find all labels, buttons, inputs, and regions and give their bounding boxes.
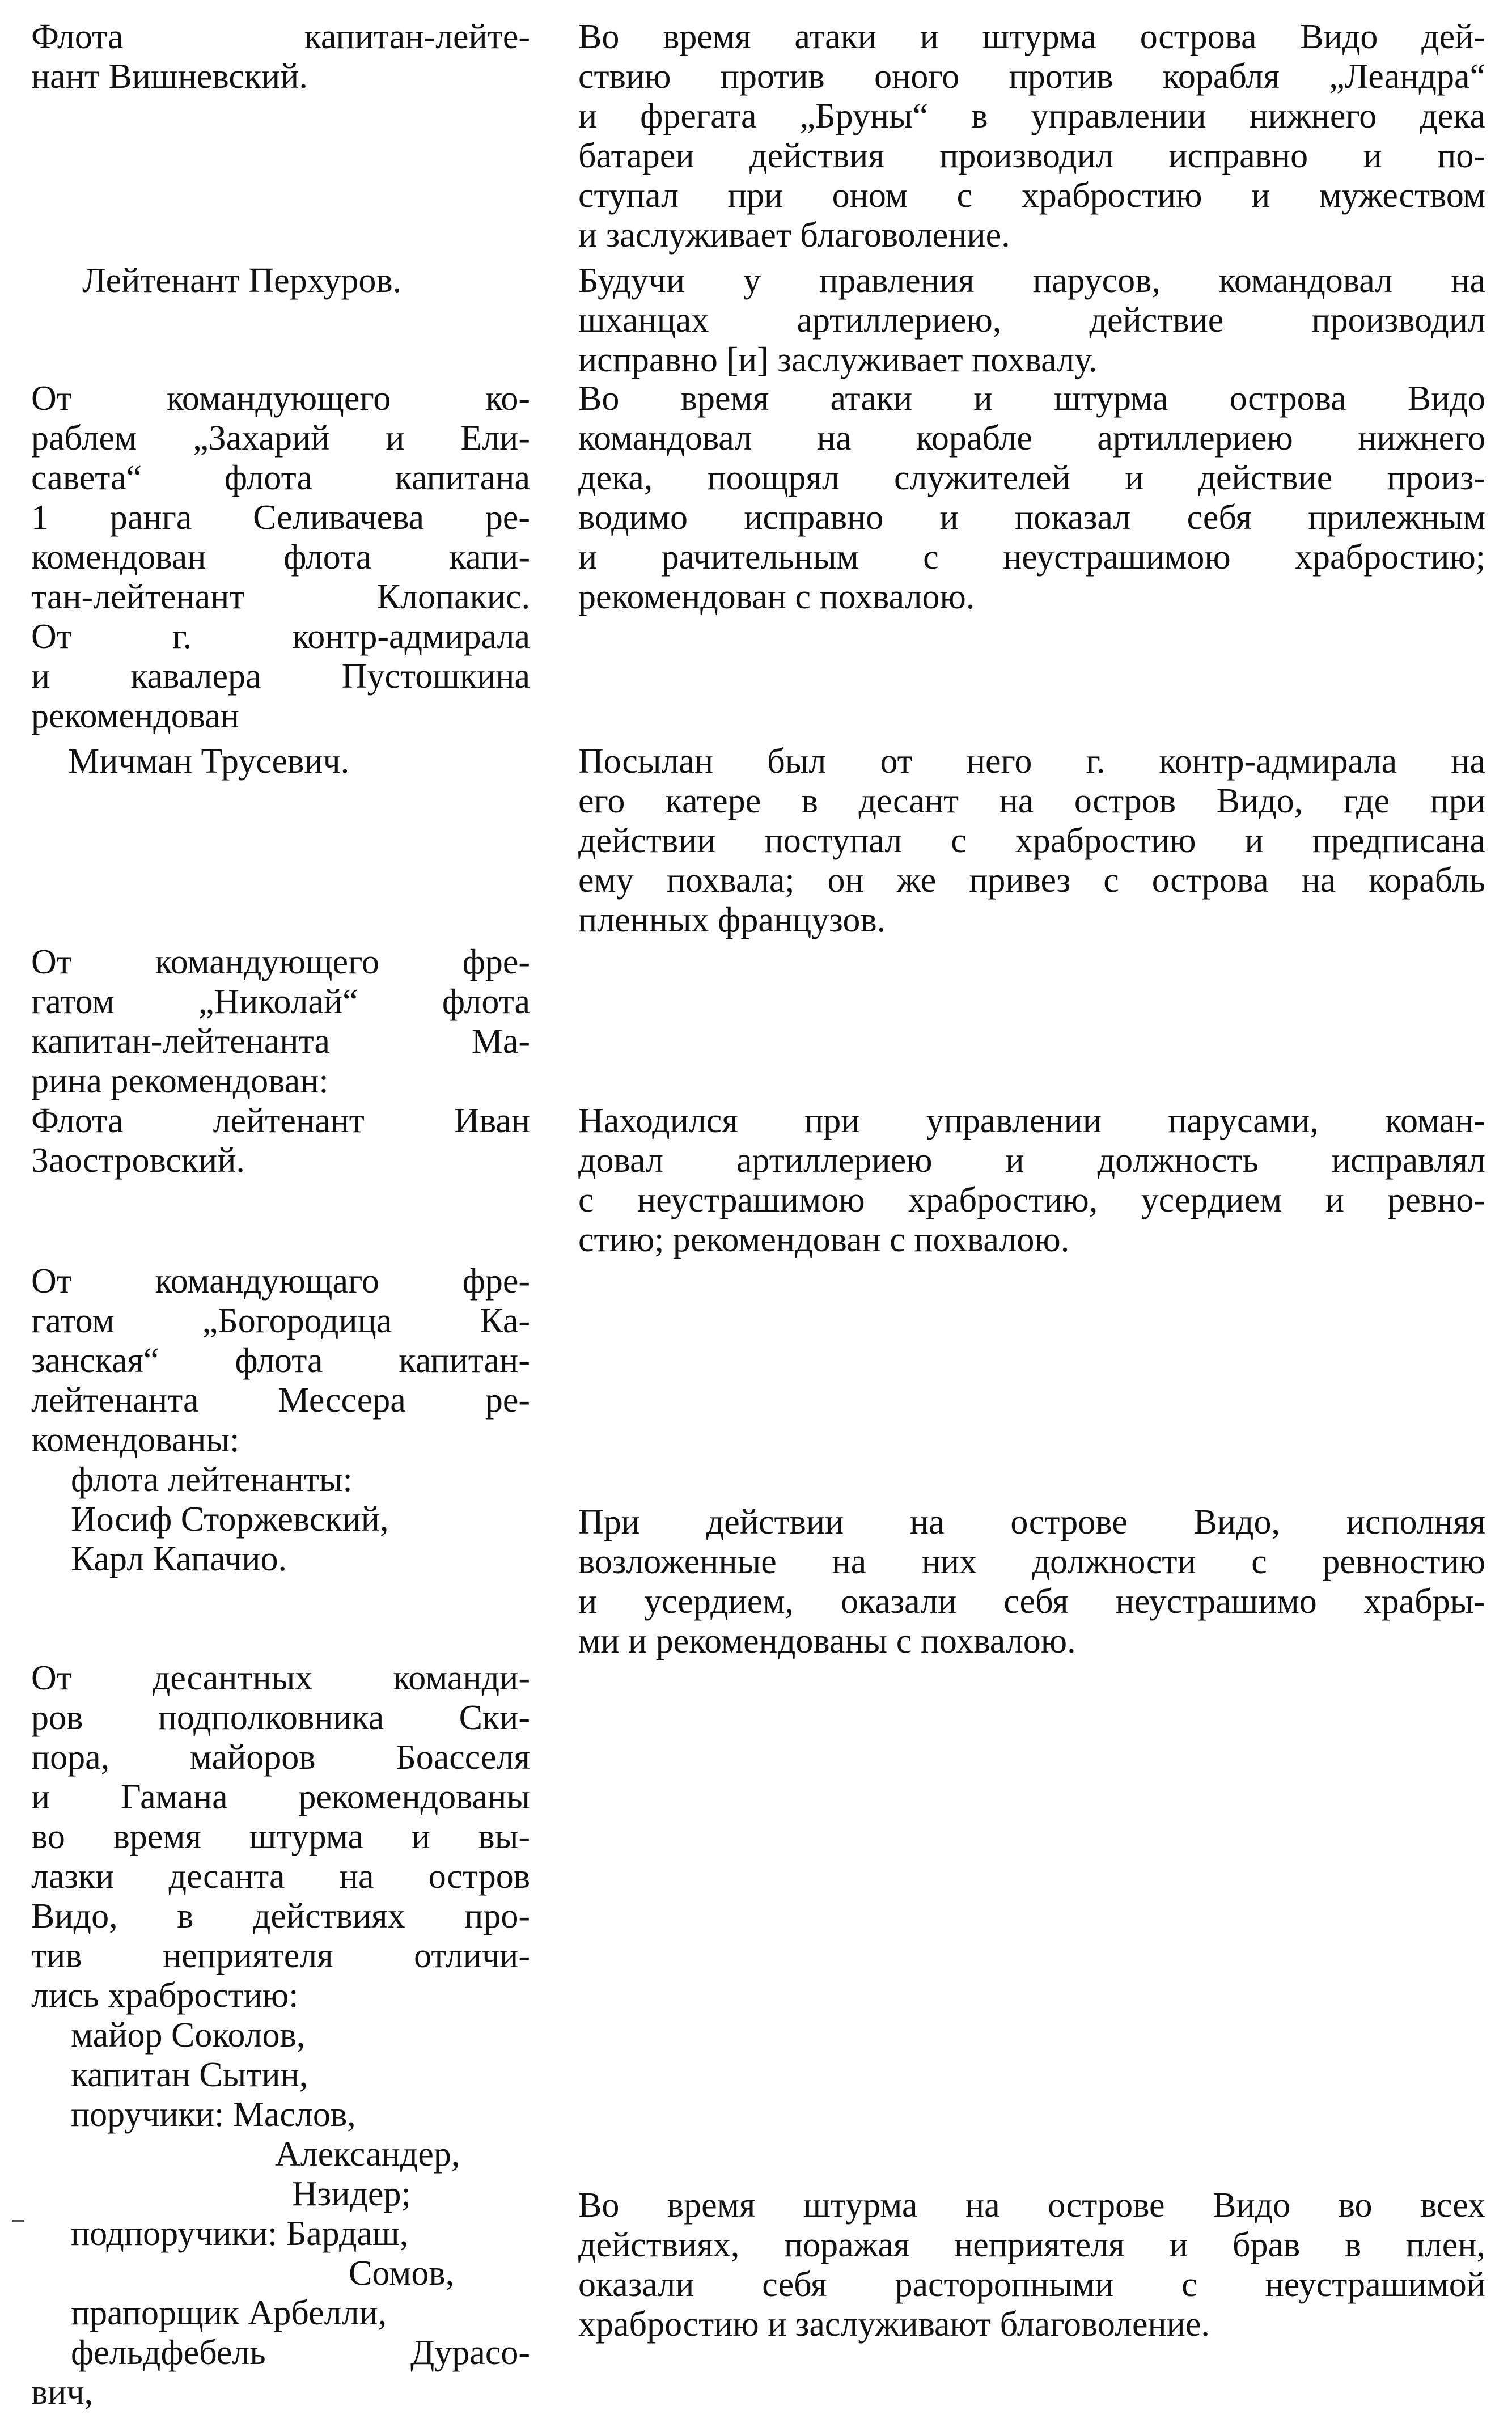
text-line: стию; рекомендован с похвалою.: [578, 1221, 1070, 1259]
text-line: ми и рекомендованы с похвалою.: [578, 1622, 1076, 1660]
text-line: водимо исправно и показал себя прилежным: [578, 498, 1485, 537]
entry-4-names: [31, 742, 530, 781]
text-line: пленных французов.: [578, 901, 886, 939]
text-line: савета“ флота капитана: [31, 459, 530, 497]
text-line: От командующаго фре-: [31, 1262, 530, 1301]
text-line: Карл Капачио.: [71, 1540, 287, 1578]
text-line: Посылан был от него г. контр-адмирала на: [578, 742, 1485, 781]
text-line: Флота лейтенант Иван: [31, 1102, 530, 1140]
text-line: фельдфебель Дурасо-: [71, 2333, 530, 2372]
text-line: 1 ранга Селивачева ре-: [31, 498, 530, 537]
margin-dash-mark: [12, 2220, 24, 2222]
text-line: его катере в десант на остров Видо, где при: [578, 782, 1485, 820]
text-line: лись храбростию:: [31, 1976, 299, 2015]
text-line: От командующего ко-: [31, 379, 530, 418]
entry-2-names: [31, 261, 530, 300]
text-line: пора, майоров Боасселя: [31, 1738, 530, 1777]
text-line: флота лейтенанты:: [71, 1460, 353, 1499]
text-line: Во время штурма на острове Видо во всех: [578, 2186, 1485, 2225]
text-line: Будучи у правления парусов, командовал на: [578, 261, 1485, 300]
text-line: дека, поощрял служителей и действие произ-: [578, 459, 1485, 497]
entry-1-names: [31, 17, 530, 96]
text-line: гатом „Богородица Ка-: [31, 1302, 530, 1340]
entry-3-names: [31, 379, 530, 736]
text-line: комендован флота капи-: [31, 538, 530, 577]
text-line: ствию против оного против корабля „Леандра“: [578, 57, 1485, 96]
text-line: оказали себя расторопными с неустрашимой: [578, 2265, 1485, 2304]
text-line: ров подполковника Ски-: [31, 1698, 530, 1737]
text-line: лейтенанта Мессера ре-: [31, 1381, 530, 1420]
entry-7-names: [31, 1658, 530, 2412]
text-line: ступал при оном с храбростию и мужеством: [578, 176, 1485, 215]
entry-1-description: [578, 17, 1485, 255]
text-line: действиях, поражая неприятеля и брав в плен,: [578, 2226, 1485, 2264]
text-line: и рачительным с неустрашимою храбростию;: [578, 538, 1485, 577]
text-line: поручики: Маслов,: [71, 2095, 356, 2134]
text-line: Во время атаки и штурма острова Видо: [578, 379, 1485, 418]
entry-5-description: [578, 1101, 1485, 1260]
entry-5-names: [31, 942, 530, 1180]
text-line: раблем „Захарий и Ели-: [31, 419, 530, 458]
text-line: возложенные на них должности с ревностию: [578, 1543, 1485, 1581]
text-line: От г. контр-адмирала: [31, 617, 530, 656]
text-line: занская“ флота капитан-: [31, 1341, 530, 1380]
text-line: От десантных команди-: [31, 1659, 530, 1697]
text-line: исправно [и] заслуживает похвалу.: [578, 341, 1098, 379]
entry-2-description: [578, 261, 1485, 380]
text-line: Заостровский.: [31, 1141, 245, 1180]
text-line: От командующего фре-: [31, 943, 530, 981]
text-line: батареи действия производил исправно и по-: [578, 137, 1485, 175]
text-line: рина рекомендован:: [31, 1062, 329, 1100]
text-line: Иосиф Сторжевский,: [71, 1500, 389, 1539]
entry-3-description: [578, 379, 1485, 617]
text-line: и кавалера Пустошкина: [31, 657, 530, 696]
text-line: Мичман Трусевич.: [68, 742, 350, 781]
text-line: Во время атаки и штурма острова Видо дей-: [578, 18, 1485, 56]
text-line: с неустрашимою храбростию, усердием и ревно-: [578, 1181, 1485, 1219]
text-line: храбростию и заслуживают благоволение.: [578, 2305, 1210, 2344]
text-line: Александер,: [275, 2135, 460, 2174]
text-line: ему похвала; он же привез с острова на корабль: [578, 861, 1485, 900]
text-line: майор Соколов,: [71, 2016, 306, 2055]
text-line: подпоручики: Бардаш,: [71, 2214, 409, 2253]
text-line: и фрегата „Бруны“ в управлении нижнего дека: [578, 97, 1485, 135]
text-line: Лейтенант Перхуров.: [82, 261, 402, 300]
text-line: во время штурма и вы-: [31, 1818, 530, 1856]
text-line: комендованы:: [31, 1421, 240, 1459]
entry-6-names: [31, 1261, 530, 1579]
text-line: нант Вишневский.: [31, 57, 308, 96]
text-line: прапорщик Арбелли,: [71, 2294, 387, 2332]
text-line: и Гамана рекомендованы: [31, 1778, 530, 1816]
text-line: капитан-лейтенанта Ма-: [31, 1022, 530, 1061]
entry-4-description: [578, 742, 1485, 940]
text-line: капитан Сытин,: [71, 2056, 308, 2094]
text-line: При действии на острове Видо, исполняя: [578, 1503, 1485, 1541]
text-line: командовал на корабле артиллериею нижнего: [578, 419, 1485, 458]
text-line: Нзидер;: [292, 2175, 411, 2213]
text-line: рекомендован с похвалою.: [578, 578, 975, 616]
text-line: лазки десанта на остров: [31, 1857, 530, 1896]
text-line: вич,: [31, 2373, 94, 2412]
text-line: и усердием, оказали себя неустрашимо храбры-: [578, 1582, 1485, 1621]
text-line: гатом „Николай“ флота: [31, 982, 530, 1021]
text-line: тив неприятеля отличи-: [31, 1937, 530, 1975]
text-line: Видо, в действиях про-: [31, 1897, 530, 1935]
text-line: действии поступал с храбростию и предписана: [578, 821, 1485, 860]
entry-7-description: [578, 2185, 1485, 2344]
text-line: Находился при управлении парусами, коман-: [578, 1102, 1485, 1140]
text-line: довал артиллериею и должность исправлял: [578, 1141, 1485, 1180]
entry-6-description: [578, 1502, 1485, 1661]
text-line: рекомендован: [31, 697, 239, 735]
text-line: шханцах артиллериею, действие производил: [578, 301, 1485, 340]
text-line: тан-лейтенант Клопакис.: [31, 578, 530, 616]
text-line: и заслуживает благоволение.: [578, 216, 1010, 255]
text-line: Флота капитан-лейте-: [31, 18, 530, 56]
text-line: Сомов,: [349, 2254, 455, 2293]
